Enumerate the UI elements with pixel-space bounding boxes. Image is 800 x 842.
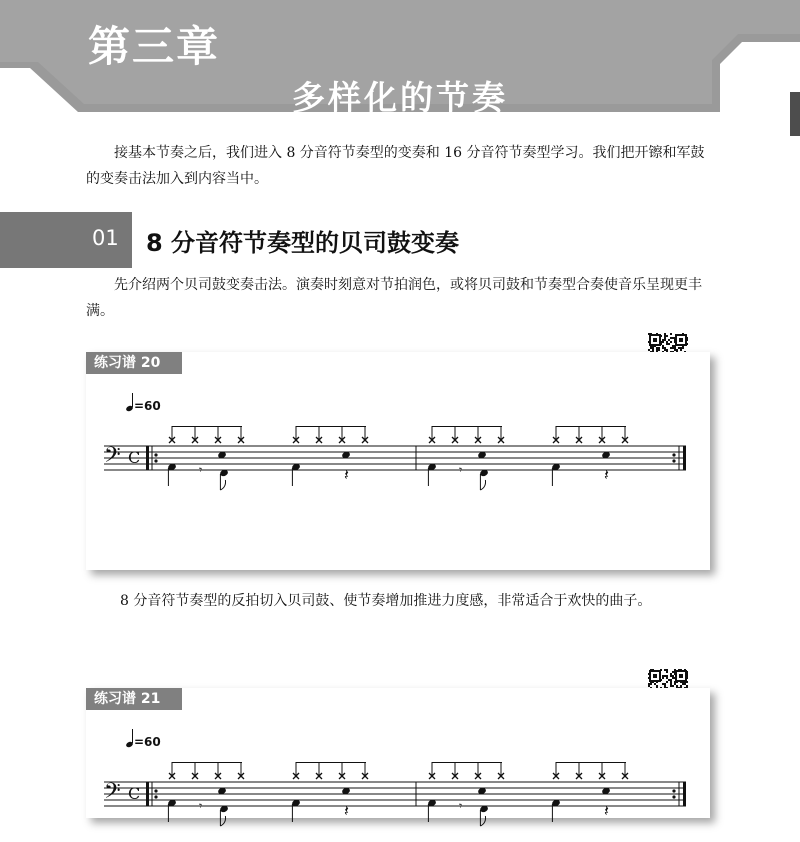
svg-text:𝄽: 𝄽 [604, 801, 609, 820]
svg-text:𝄾: 𝄾 [459, 799, 463, 813]
svg-text:𝄽: 𝄽 [344, 465, 349, 484]
exercise-label: 练习谱 21 [86, 688, 182, 710]
svg-text:𝄽: 𝄽 [604, 465, 609, 484]
chapter-title: 第三章 [88, 22, 221, 71]
intro-paragraph: 接基本节奏之后，我们进入 8 分音符节奏型的变奏和 16 分音符节奏型学习。我们把开镲和军鼓的变奏击法加入到内容当中。 [86, 145, 705, 187]
svg-text:𝄢: 𝄢 [104, 443, 121, 473]
section-title: 8 分音符节奏型的贝司鼓变奏 [146, 229, 460, 257]
drum-staff [86, 762, 710, 842]
svg-text:C: C [128, 448, 141, 467]
drum-staff [86, 426, 710, 506]
exercise-caption: 8 分音符节奏型的反拍切入贝司鼓、使节奏增加推进力度感，非常适合于欢快的曲子。 [120, 593, 652, 609]
tempo-marking [126, 396, 161, 413]
svg-text:𝄽: 𝄽 [344, 801, 349, 820]
svg-text:𝄾: 𝄾 [199, 463, 203, 477]
page-side-tab [790, 92, 800, 136]
exercise-score-20 [86, 352, 710, 570]
chapter-subtitle: 多样化的节奏 [292, 78, 508, 117]
exercise-label: 练习谱 20 [86, 352, 182, 374]
section-number: 01 [92, 226, 119, 250]
svg-text:C: C [128, 784, 141, 803]
tempo-value: =60 [134, 399, 161, 413]
svg-text:𝄢: 𝄢 [104, 779, 121, 809]
tempo-value: =60 [134, 735, 161, 749]
exercise-score-21 [86, 688, 710, 818]
tempo-marking [126, 732, 161, 749]
svg-text:𝄾: 𝄾 [459, 463, 463, 477]
svg-text:𝄾: 𝄾 [199, 799, 203, 813]
section-intro-paragraph: 先介绍两个贝司鼓变奏击法。演奏时刻意对节拍润色，或将贝司鼓和节奏型合奏使音乐呈现更丰满。 [86, 277, 702, 319]
